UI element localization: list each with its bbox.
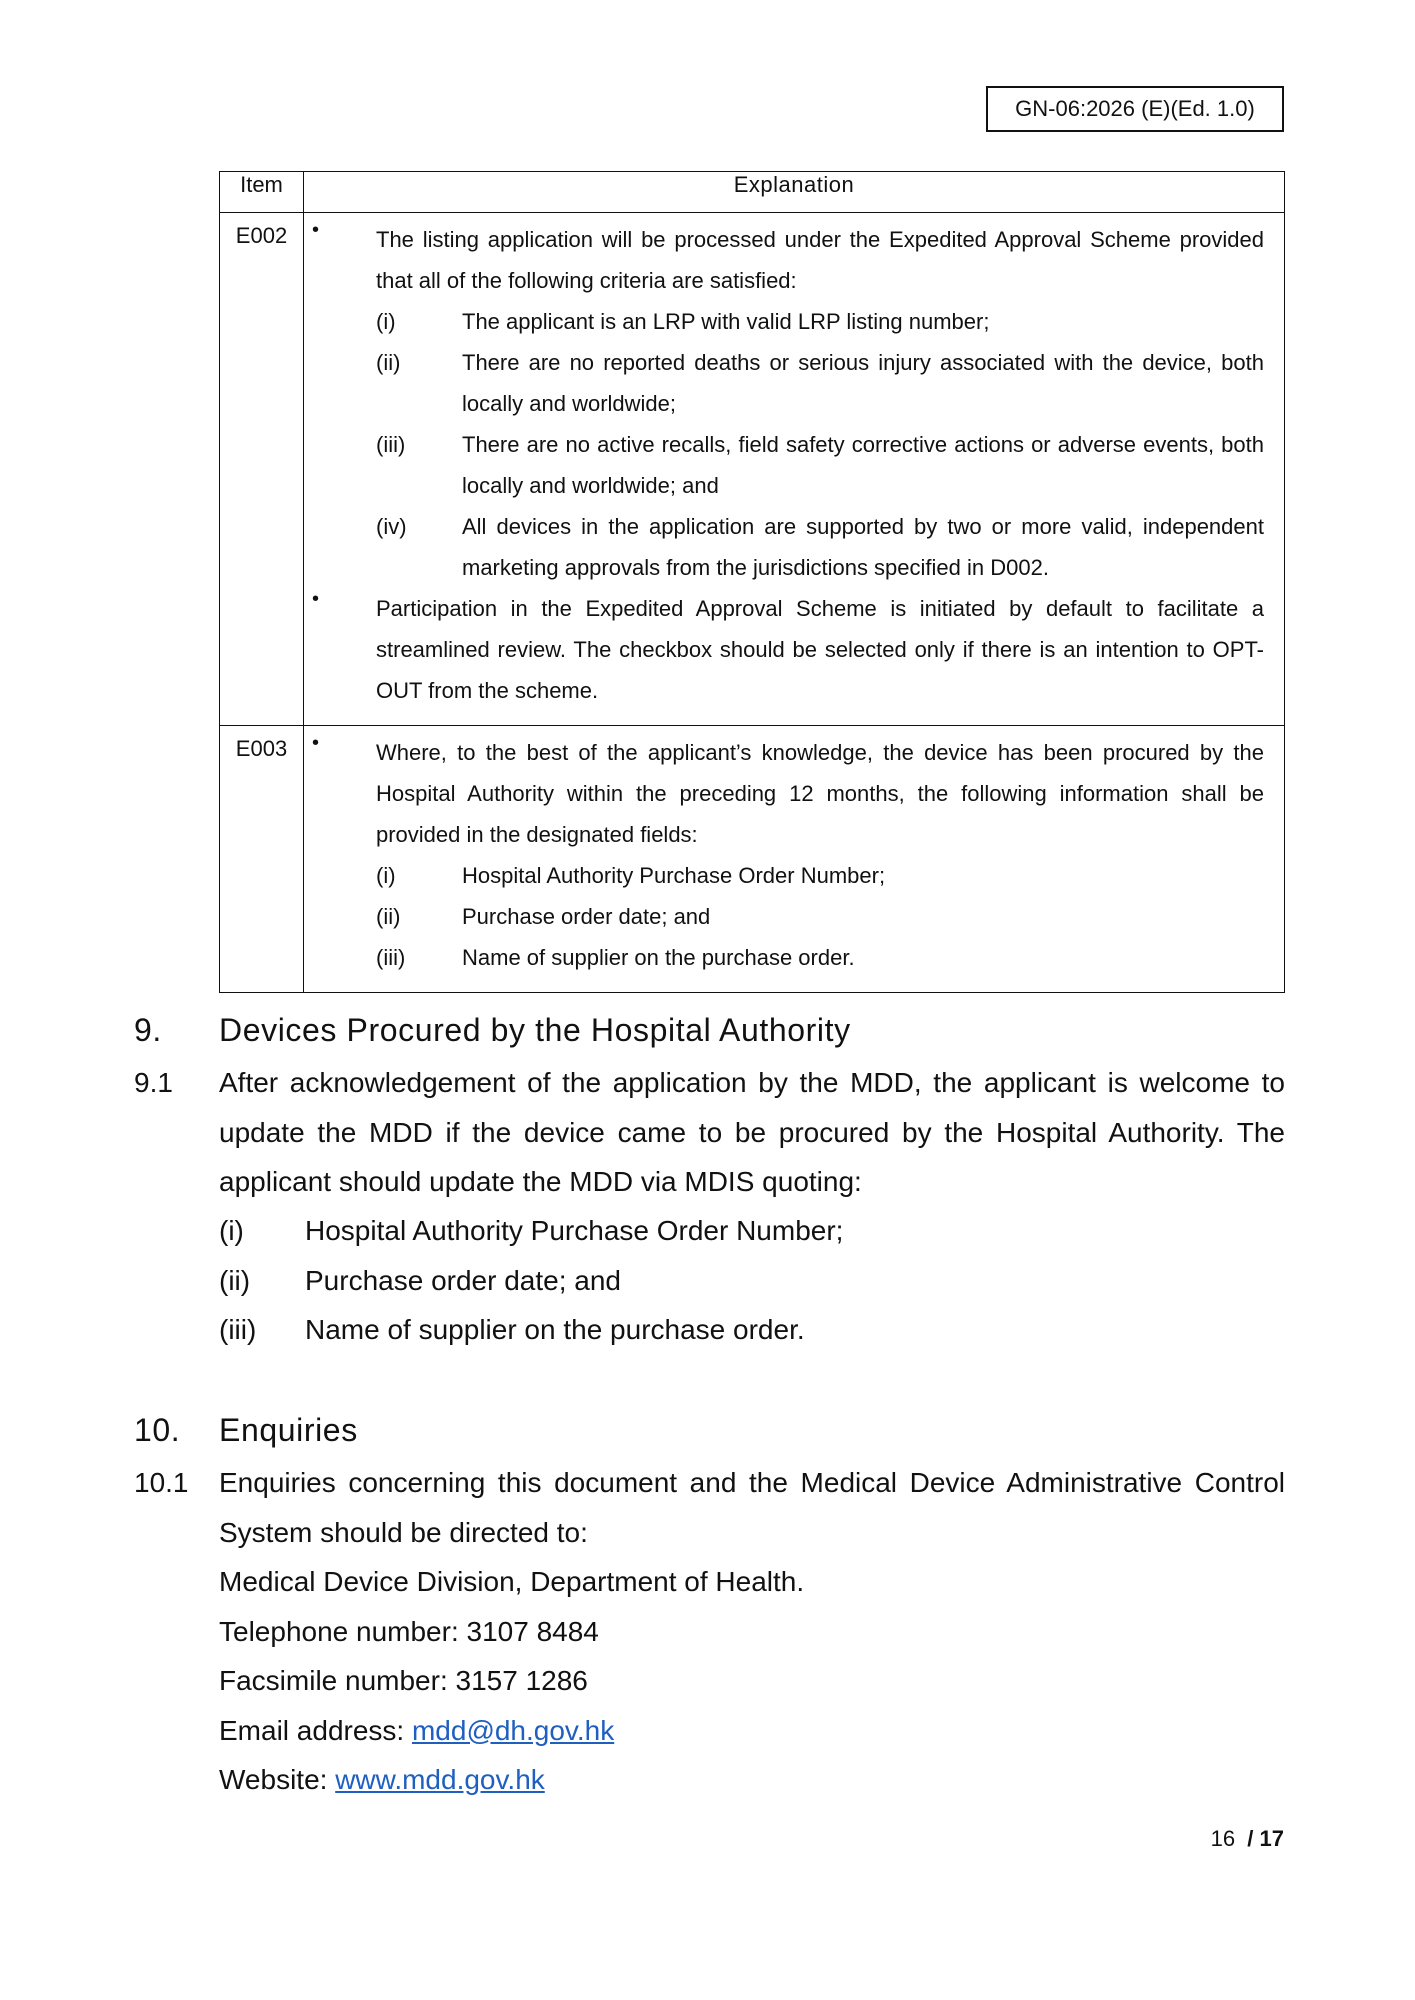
criterion-text: The applicant is an LRP with valid LRP listing number;: [462, 309, 990, 334]
criterion-number: (iii): [376, 432, 406, 457]
explanation-table: [219, 171, 1285, 993]
section-number: 10.: [134, 1412, 181, 1448]
bullet-point: [312, 732, 1264, 978]
field-number: (i): [376, 863, 396, 888]
field-number: (iii): [376, 945, 406, 970]
website-label: Website:: [219, 1764, 336, 1795]
total-pages: / 17: [1247, 1826, 1284, 1851]
bullet-icon: •: [312, 219, 320, 241]
list-number: (ii): [219, 1264, 251, 1296]
field-item: [376, 896, 1264, 937]
table-row: [220, 213, 1285, 726]
item-explanation: [304, 213, 1285, 726]
bullet-text: The listing application will be processed under the Expedited Approval Scheme provided that all of the following criteria are satisfied:: [376, 227, 1264, 293]
list-text: Hospital Authority Purchase Order Number;: [305, 1215, 844, 1246]
page-number: [1200, 1826, 1284, 1852]
list-item: [219, 1305, 1285, 1355]
list-text: Purchase order date; and: [305, 1264, 621, 1296]
contact-telephone: Telephone number: 3107 8484: [219, 1615, 599, 1647]
field-text: Purchase order date; and: [462, 904, 711, 929]
criterion-text: There are no active recalls, field safety corrective actions or adverse events, both locally and worldwide; and: [462, 432, 1264, 498]
section-title: Enquiries: [219, 1412, 358, 1448]
list-number: (iii): [219, 1314, 257, 1345]
bullet-text: Participation in the Expedited Approval Scheme is initiated by default to facilitate a streamlined review. The checkbox should be selected only if there is an intention to OPT-OUT from the scheme.: [376, 596, 1264, 703]
bullet-text: Where, to the best of the applicant’s knowledge, the device has been procured by the Hospital Authority within the preceding 12 months, the following information shall be provided in the designated fields:: [376, 740, 1264, 847]
paragraph-text: Enquiries concerning this document and the Medical Device Administrative Control System should be directed to:: [219, 1467, 1285, 1548]
bullet-icon: •: [312, 732, 320, 754]
field-number: (ii): [376, 904, 401, 929]
list-text: Name of supplier on the purchase order.: [305, 1314, 805, 1345]
criterion-item: [376, 424, 1264, 506]
bullet-point: [312, 588, 1264, 711]
item-code: E003: [220, 726, 304, 993]
list-number: (i): [219, 1215, 244, 1246]
purchase-info-list: [219, 1206, 1285, 1355]
criterion-number: (ii): [376, 350, 401, 375]
document-reference: GN-06:2026 (E)(Ed. 1.0): [986, 86, 1284, 132]
paragraph-number: 9.1: [134, 1067, 173, 1098]
contact-organisation: Medical Device Division, Department of Health.: [219, 1566, 805, 1597]
section-number: 9.: [134, 1012, 162, 1048]
criterion-number: (iv): [376, 514, 407, 539]
email-link[interactable]: mdd@dh.gov.hk: [411, 1714, 615, 1746]
field-text: Hospital Authority Purchase Order Number;: [462, 863, 886, 888]
criterion-text: There are no reported deaths or serious injury associated with the device, both locally and worldwide;: [462, 350, 1264, 416]
criterion-number: (i): [376, 309, 396, 334]
item-explanation: [304, 726, 1285, 993]
item-code: E002: [220, 213, 304, 726]
contact-email-line: [219, 1706, 1285, 1756]
column-header-explanation: Explanation: [304, 172, 1285, 213]
criterion-item: [376, 301, 1264, 342]
email-label: Email address:: [219, 1714, 412, 1746]
list-item: [219, 1256, 1285, 1306]
contact-details: [219, 1557, 1285, 1805]
criterion-text: All devices in the application are supported by two or more valid, independent marketing approvals from the jurisdictions specified in D002.: [462, 514, 1264, 580]
field-item: [376, 937, 1264, 978]
criterion-item: [376, 506, 1264, 588]
table-row: [220, 726, 1285, 993]
paragraph-number: 10.1: [134, 1467, 189, 1498]
contact-website-line: [219, 1755, 1285, 1805]
section-title: Devices Procured by the Hospital Authority: [219, 1012, 851, 1048]
bullet-icon: •: [312, 588, 320, 610]
bullet-point: [312, 219, 1264, 588]
paragraph-text: After acknowledgement of the application by the MDD, the applicant is welcome to update the MDD if the device came to be procured by the Hospital Authority. The applicant should update the MDD via MDIS quoting:: [219, 1067, 1285, 1197]
criterion-item: [376, 342, 1264, 424]
list-item: [219, 1206, 1285, 1256]
contact-facsimile: Facsimile number: 3157 1286: [219, 1665, 588, 1696]
current-page: 16: [1210, 1826, 1236, 1851]
table-header-row: [220, 172, 1285, 213]
website-link[interactable]: www.mdd.gov.hk: [335, 1764, 545, 1795]
field-text: Name of supplier on the purchase order.: [462, 945, 855, 970]
column-header-item: Item: [220, 172, 304, 213]
field-item: [376, 855, 1264, 896]
